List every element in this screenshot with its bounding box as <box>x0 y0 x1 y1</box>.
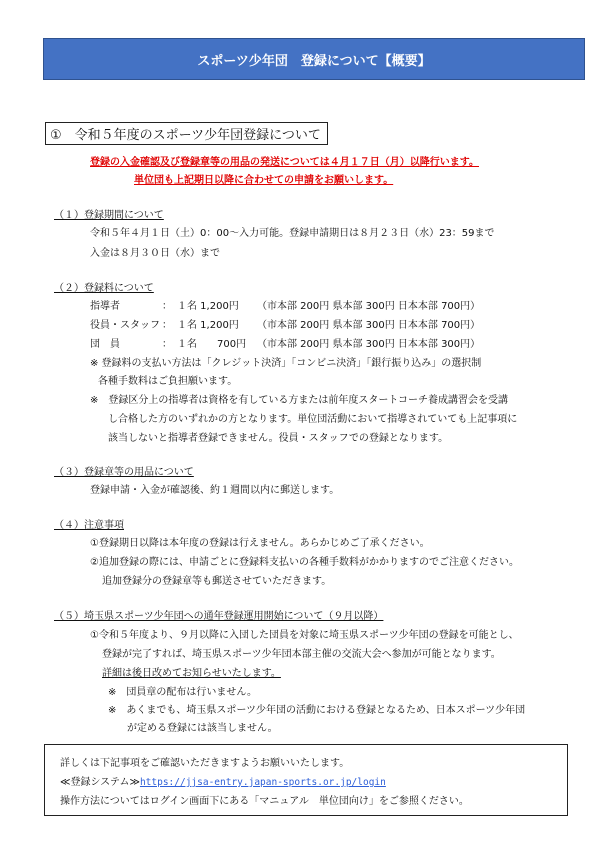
page-title: スポーツ少年団 登録について【概要】 <box>197 53 431 69</box>
notice-line-2: 単位団も上記期日以降に合わせての申請をお願いします。 <box>134 175 394 186</box>
caution-line: ①登録期日以降は本年度の登録は行えません。あらかじめご了承ください。 <box>90 538 430 549</box>
page-title-banner <box>43 38 585 80</box>
caution-line: ②追加登録の際には、申請ごとに登録料支払いの各種手数料がかかりますのでご注意ください。 <box>90 557 519 568</box>
fee-detail: （市本部 200円 県本部 300円 日本本部 700円） <box>257 320 481 331</box>
items-heading: （３）登録章等の用品について <box>54 467 194 478</box>
footer-line-1: 詳しくは下記事項をご確認いただきますようお願いいたします。 <box>60 758 350 769</box>
yearround-line: が定める登録には該当しません。 <box>127 723 278 734</box>
yearround-line: ①令和５年度より、９月以降に入団した団員を対象に埼玉県スポーツ少年団の登録を可能とし、 <box>90 630 519 641</box>
yearround-line: 詳細は後日改めてお知らせいたします。 <box>102 668 281 679</box>
fees-note-line: 各種手数料はご負担願います。 <box>98 376 238 387</box>
footer-line-3: 操作方法についてはログイン画面下にある「マニュアル 単位団向け」をご参照ください。 <box>60 796 469 807</box>
fee-amount: ： １名 700円 <box>162 339 247 350</box>
fees-note-line: 該当しないと指導者登録できません。役員・スタッフでの登録となります。 <box>108 433 449 444</box>
fee-detail: （市本部 200円 県本部 300円 日本本部 700円） <box>257 301 481 312</box>
system-label: ≪登録システム≫ <box>60 777 140 788</box>
fee-amount: ： １名 1,200円 <box>162 320 239 331</box>
caution-line: 追加登録分の登録章等も郵送させていただきます。 <box>102 576 332 587</box>
period-line-2: 入金は８月３０日（水）まで <box>90 248 220 259</box>
footer-system-row <box>60 773 386 788</box>
fee-detail: （市本部 200円 県本部 300円 日本本部 300円） <box>257 339 481 350</box>
yearround-line: ※ あくまでも、埼玉県スポーツ少年団の活動における登録となるため、日本スポーツ少年団 <box>108 705 526 716</box>
yearround-line: 登録が完了すれば、埼玉県スポーツ少年団本部主催の交流大会へ参加が可能となります。 <box>102 649 501 660</box>
cautions-heading: （４）注意事項 <box>54 520 124 531</box>
fee-amount: ： １名 1,200円 <box>162 301 239 312</box>
items-line: 登録申請・入金が確認後、約１週間以内に郵送します。 <box>90 485 340 496</box>
fees-heading: （２）登録料について <box>54 283 154 294</box>
period-line-1: 令和５年４月１日（土）0：00～入力可能。登録申請期日は８月２３日（水）23：59まで <box>90 228 495 239</box>
fees-note-line: し合格した方のいずれかの方となります。単位団活動において指導されていても上記事項に <box>108 414 518 425</box>
period-heading: （１）登録期間について <box>54 210 164 221</box>
fee-role: 団 員 <box>90 339 120 350</box>
section-1-heading: ① 令和５年度のスポーツ少年団登録について <box>45 122 328 145</box>
notice-line-1: 登録の入金確認及び登録章等の用品の発送については４月１７日（月）以降行います。 <box>90 157 479 168</box>
fee-role: 指導者 <box>90 301 120 312</box>
fees-note-line: ※ 登録料の支払い方法は「クレジット決済」「コンビニ決済」「銀行振り込み」の選択制 <box>90 358 482 369</box>
fees-note-line: ※ 登録区分上の指導者は資格を有している方または前年度スタートコーチ養成講習会を受講 <box>90 395 508 406</box>
registration-system-link[interactable]: https://jjsa-entry.japan-sports.or.jp/login <box>139 777 386 788</box>
yearround-line: ※ 団員章の配布は行いません。 <box>108 687 257 698</box>
yearround-heading: （５）埼玉県スポーツ少年団への通年登録運用開始について（９月以降） <box>54 611 384 622</box>
fee-role: 役員・スタッフ <box>90 320 160 331</box>
